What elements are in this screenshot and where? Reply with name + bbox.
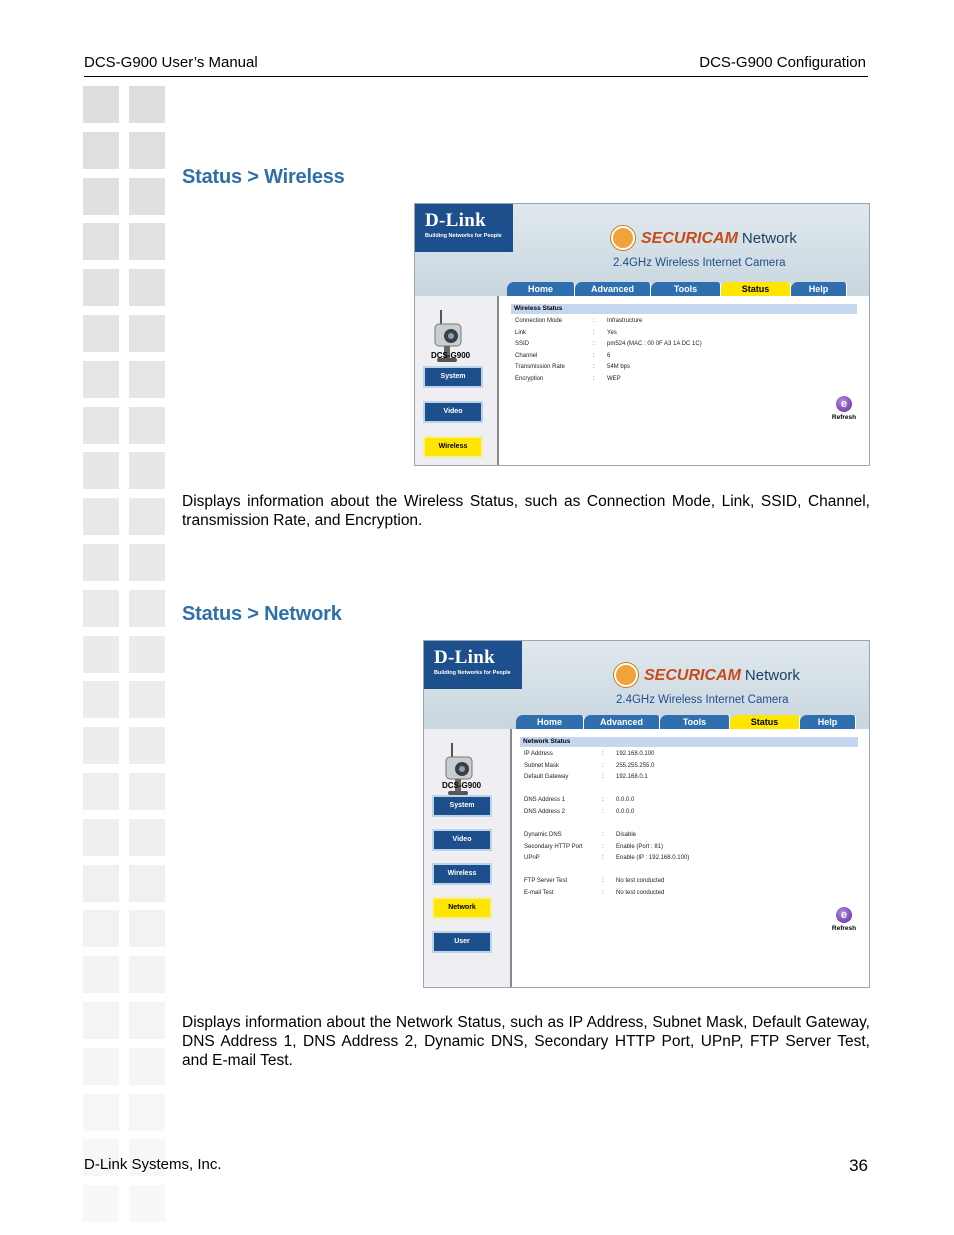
status-row-key: Connection Mode — [515, 318, 563, 324]
status-row-value: Yes — [607, 329, 617, 336]
status-panel-title: Wireless Status — [511, 304, 857, 314]
status-row-key: DNS Address 2 — [524, 808, 566, 815]
securicam-brand-name: SECURICAM — [644, 667, 741, 684]
securicam-brand — [644, 667, 800, 685]
camera-ui-subtitle: 2.4GHz Wireless Internet Camera — [616, 694, 789, 706]
nav-button-user[interactable]: User — [432, 931, 492, 953]
camera-ui-tabs — [516, 715, 856, 729]
page-header-right: DCS-G900 Configuration — [699, 54, 866, 71]
status-row — [524, 832, 784, 842]
decorative-square — [129, 590, 165, 627]
status-row-key: Link — [515, 329, 527, 336]
status-row-value: pm524 (MAC : 00 0F A3 1A DC 1C) — [607, 341, 702, 348]
page-number: 36 — [849, 1156, 868, 1175]
decorative-square — [129, 681, 165, 718]
camera-ui-banner — [424, 641, 869, 729]
status-row-value: WEP — [607, 376, 621, 382]
securicam-brand-name: SECURICAM — [641, 230, 738, 247]
refresh-button[interactable] — [829, 396, 859, 421]
tab-advanced[interactable]: Advanced — [584, 715, 660, 729]
status-row-separator: : — [602, 832, 604, 838]
decorative-square — [83, 132, 119, 169]
decorative-square — [129, 636, 165, 673]
decorative-square — [129, 178, 165, 215]
decorative-square — [83, 361, 119, 398]
decorative-square — [83, 865, 119, 902]
dlink-logo — [424, 641, 522, 689]
status-row — [524, 797, 784, 807]
dlink-logo-tagline: Building Networks for People — [425, 233, 502, 239]
status-row-separator: : — [602, 774, 604, 781]
decorative-square — [83, 956, 119, 993]
status-row-key: Subnet Mask — [524, 762, 560, 769]
camera-icon — [429, 308, 465, 373]
status-row-value: 54M bps — [607, 364, 631, 371]
status-row — [524, 890, 784, 900]
decorative-square — [129, 223, 165, 260]
decorative-squares — [83, 86, 167, 1235]
decorative-square — [129, 1185, 165, 1222]
status-row-value: Disable — [616, 832, 637, 838]
status-row-key: Channel — [515, 352, 538, 359]
header-rule — [84, 76, 868, 77]
decorative-square — [83, 544, 119, 581]
camera-ui-subtitle: 2.4GHz Wireless Internet Camera — [613, 257, 786, 269]
section-title-wireless: Status > Wireless — [182, 166, 345, 188]
securicam-brand — [641, 230, 797, 248]
tab-home[interactable]: Home — [507, 282, 575, 296]
status-row-key: UPnP — [524, 855, 540, 862]
status-row-separator: : — [602, 797, 604, 804]
nav-button-wireless[interactable]: Wireless — [432, 863, 492, 885]
status-row-separator: : — [602, 855, 604, 862]
status-row — [515, 364, 775, 374]
section-description-network: Displays information about the Network Status, such as IP Address, Subnet Mask, Default Gateway, DNS Address 1, DNS Address 2, Dynamic DNS, Secondary HTTP Port, UPnP, FTP Server Test, and E-mail Test. — [182, 1014, 870, 1069]
status-row-key: SSID — [515, 341, 530, 348]
nav-button-system[interactable]: System — [423, 366, 483, 388]
decorative-square — [83, 315, 119, 352]
tab-help[interactable]: Help — [800, 715, 856, 729]
status-row-separator: : — [593, 329, 595, 336]
decorative-square — [129, 1094, 165, 1131]
decorative-square — [83, 910, 119, 947]
status-row — [524, 855, 784, 865]
decorative-square — [129, 956, 165, 993]
camera-ui-banner — [415, 204, 869, 296]
nav-button-video[interactable]: Video — [432, 829, 492, 851]
lock-icon — [614, 663, 638, 687]
footer-company: D-Link Systems, Inc. — [84, 1156, 222, 1173]
status-row-value: Enable (IP : 192.168.0.100) — [616, 855, 690, 862]
camera-model-label: DCS-G900 — [431, 351, 471, 360]
decorative-square — [129, 361, 165, 398]
decorative-square — [83, 1185, 119, 1222]
status-row-key: Encryption — [515, 376, 544, 382]
tab-help[interactable]: Help — [791, 282, 847, 296]
status-row-separator: : — [602, 762, 604, 769]
nav-button-wireless[interactable]: Wireless — [423, 436, 483, 458]
decorative-square — [83, 223, 119, 260]
status-row-key: IP Address — [524, 751, 553, 757]
status-row — [524, 878, 784, 888]
status-row — [524, 809, 784, 819]
status-row — [524, 763, 784, 773]
status-row-separator: : — [593, 376, 595, 382]
decorative-square — [129, 1002, 165, 1039]
decorative-square — [129, 86, 165, 123]
status-row-separator: : — [602, 843, 604, 850]
status-row-value: No test conducted — [616, 889, 665, 896]
status-row-value: 6 — [607, 352, 611, 359]
tab-home[interactable]: Home — [516, 715, 584, 729]
decorative-square — [83, 636, 119, 673]
status-row-key: Transmission Rate — [515, 364, 565, 371]
status-row-separator: : — [602, 889, 604, 896]
status-row-value: Infrastructure — [607, 318, 643, 324]
status-row-separator: : — [602, 751, 604, 757]
decorative-square — [83, 407, 119, 444]
decorative-square — [129, 407, 165, 444]
decorative-square — [83, 819, 119, 856]
decorative-square — [83, 681, 119, 718]
status-row-value: 255.255.255.0 — [616, 762, 655, 769]
nav-button-system[interactable]: System — [432, 795, 492, 817]
status-row — [515, 341, 775, 351]
status-row-value: 192.168.0.1 — [616, 774, 648, 781]
dlink-logo-tagline: Building Networks for People — [434, 670, 511, 676]
status-row-value: 192.168.0.100 — [616, 751, 655, 757]
decorative-square — [83, 727, 119, 764]
decorative-square — [83, 86, 119, 123]
status-row-separator: : — [593, 318, 595, 324]
refresh-label: Refresh — [831, 925, 857, 932]
page-header-left: DCS-G900 User’s Manual — [84, 54, 258, 71]
refresh-icon: e — [836, 907, 852, 923]
decorative-square — [83, 1048, 119, 1085]
dlink-logo-text: D-Link — [425, 210, 486, 231]
status-row-key: E-mail Test — [524, 889, 554, 896]
decorative-square — [83, 178, 119, 215]
decorative-square — [129, 910, 165, 947]
status-row-key: DNS Address 1 — [524, 797, 566, 804]
status-row-separator: : — [593, 352, 595, 359]
status-row-key: Default Gateway — [524, 774, 569, 781]
decorative-square — [129, 452, 165, 489]
status-row — [524, 774, 784, 784]
status-row-separator: : — [602, 808, 604, 815]
dlink-logo-text: D-Link — [434, 647, 495, 668]
status-row-separator: : — [593, 341, 595, 348]
status-row-value: 0.0.0.0 — [616, 808, 635, 815]
status-row — [515, 353, 775, 363]
screenshot-network-status — [423, 640, 870, 988]
status-row-value: Enable (Port : 81) — [616, 843, 664, 850]
nav-button-network[interactable]: Network — [432, 897, 492, 919]
status-row-separator: : — [593, 364, 595, 371]
status-row — [515, 376, 775, 386]
decorative-square — [129, 819, 165, 856]
decorative-square — [129, 544, 165, 581]
status-row-value: 0.0.0.0 — [616, 797, 635, 804]
tab-status[interactable]: Status — [721, 282, 791, 296]
status-row — [515, 330, 775, 340]
section-description-wireless: Displays information about the Wireless Status, such as Connection Mode, Link, SSID, Channel, transmission Rate, and Encryption. — [182, 493, 870, 529]
refresh-icon: e — [836, 396, 852, 412]
camera-ui-sidebar — [424, 729, 512, 988]
status-row-separator: : — [602, 878, 604, 885]
decorative-square — [129, 773, 165, 810]
tab-status[interactable]: Status — [730, 715, 800, 729]
decorative-square — [83, 498, 119, 535]
decorative-square — [83, 590, 119, 627]
decorative-square — [129, 315, 165, 352]
nav-button-video[interactable]: Video — [423, 401, 483, 423]
status-row — [524, 844, 784, 854]
camera-ui-tabs — [507, 282, 847, 296]
decorative-square — [129, 498, 165, 535]
tab-tools[interactable]: Tools — [651, 282, 721, 296]
status-row — [515, 318, 775, 328]
status-row-value: No test conducted — [616, 878, 665, 885]
decorative-square — [129, 1048, 165, 1085]
status-panel-title: Network Status — [520, 737, 858, 747]
securicam-brand-suffix: Network — [741, 230, 797, 247]
decorative-square — [83, 269, 119, 306]
securicam-brand-suffix: Network — [744, 667, 800, 684]
status-row-key: Secondary HTTP Port — [524, 843, 583, 850]
lock-icon — [611, 226, 635, 250]
decorative-square — [83, 773, 119, 810]
decorative-square — [83, 452, 119, 489]
dlink-logo — [415, 204, 513, 252]
camera-ui-sidebar — [415, 296, 499, 466]
decorative-square — [129, 132, 165, 169]
tab-advanced[interactable]: Advanced — [575, 282, 651, 296]
status-row-key: Dynamic DNS — [524, 832, 562, 838]
camera-model-label: DCS-G900 — [442, 781, 482, 790]
refresh-button[interactable] — [829, 907, 859, 932]
decorative-square — [83, 1002, 119, 1039]
decorative-square — [129, 269, 165, 306]
refresh-label: Refresh — [831, 414, 857, 421]
decorative-square — [83, 1094, 119, 1131]
screenshot-wireless-status — [414, 203, 870, 466]
section-title-network: Status > Network — [182, 603, 342, 625]
decorative-square — [129, 727, 165, 764]
status-row-key: FTP Server Test — [524, 878, 568, 885]
decorative-square — [129, 865, 165, 902]
status-row — [524, 751, 784, 761]
tab-tools[interactable]: Tools — [660, 715, 730, 729]
